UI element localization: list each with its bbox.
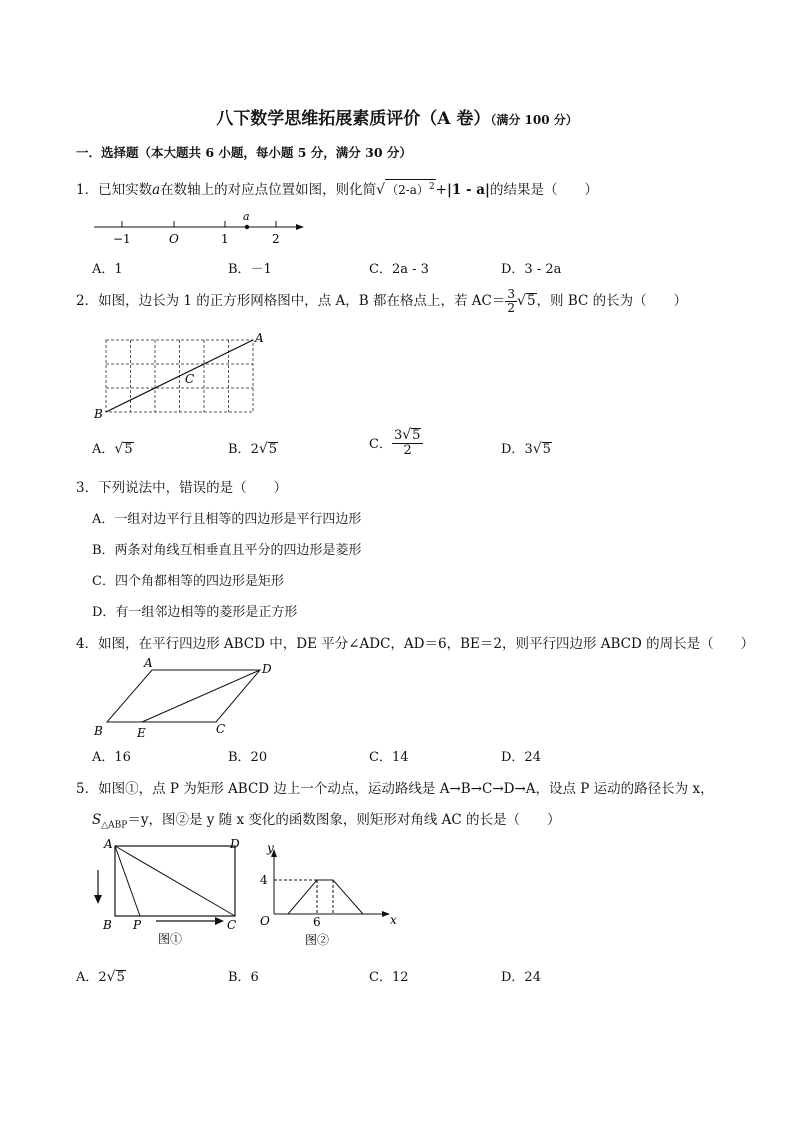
question-4-stem: 4．如图，在平行四边形 ABCD 中，DE 平分∠ADC，AD＝6，BE＝2，则平行四边形 ABCD 的周长是（ ） [76,636,755,652]
q1-option-d[interactable]: D．3 - 2a [501,262,562,277]
q1-mid: 在数轴上的对应点位置如图，则化简 [160,182,377,198]
point-a-dot [245,225,249,229]
label-d: D [230,837,240,851]
q1-plus: + [435,182,447,198]
label-b: B [94,407,103,420]
q2-suffix: ，则 BC 的长为（ ） [536,293,688,309]
q4-option-b[interactable]: B．20 [228,750,268,765]
q3-option-a[interactable]: A．一组对边平行且相等的四边形是平行四边形 [92,512,362,527]
title-main: 八下数学思维拓展素质评价（A 卷） [216,109,491,129]
q5-option-b[interactable]: B．6 [228,970,259,985]
tick-label-one: 1 [221,232,229,246]
q2-fraction: $\frac{3}{2}$ [507,287,516,315]
diagonal-ac [115,846,235,916]
tick-label-neg1: −1 [113,232,131,246]
section-heading: 一．选择题（本大题共 6 小题，每小题 5 分，满分 30 分） [76,145,412,160]
x-tick-6: 6 [313,915,321,929]
tick-label-two: 2 [272,232,280,246]
q5-option-a[interactable]: A．2√5 [76,969,125,985]
title-score: （满分 100 分） [490,113,578,127]
parallelogram-abcd [107,670,260,722]
tick-label-origin: O [169,232,179,246]
question-5-line1: 5．如图①，点 P 为矩形 ABCD 边上一个动点，运动路线是 A→B→C→D→A，设点 P 运动的路径长为 x， [76,781,714,797]
question-2-stem [76,288,687,315]
parallelogram-figure [90,655,290,740]
grid-figure [92,330,272,420]
number-line-figure [90,206,310,248]
x-axis-arrow-icon [382,911,390,917]
radical-sign-icon: √ [106,969,116,985]
q4-option-a[interactable]: A．16 [92,750,131,765]
q2-option-d[interactable]: D．3√5 [501,441,551,457]
label-p: P [133,918,142,932]
caption-fig1: 图① [158,932,183,946]
q1-abs: |1 - a| [446,182,490,198]
q3-option-b[interactable]: B．两条对角线互相垂直且平分的四边形是菱形 [92,543,362,558]
radical-sign-icon: √ [258,441,268,457]
label-b: B [103,918,112,932]
q2-radicand: 5 [526,293,536,309]
label-b: B [94,724,103,738]
question-1-stem [76,178,598,198]
q3-option-c[interactable]: C．四个角都相等的四边形是矩形 [92,574,284,589]
y-label: y [267,841,274,855]
label-d: D [262,662,272,676]
radical-sign-icon: √ [532,441,542,457]
q1-var-a: a [152,182,161,198]
segment-ap [115,846,140,916]
q5-option-c[interactable]: C．12 [369,970,409,985]
radical-sign-icon: √ [402,427,412,443]
caption-fig2: 图② [305,933,330,947]
label-a: A [255,331,264,345]
q1-option-a[interactable]: A．1 [92,262,123,277]
function-line [288,880,363,914]
down-arrow-icon [94,895,102,904]
question-3-stem: 3．下列说法中，错误的是（ ） [76,480,288,496]
rectangle-figure-1 [90,833,250,951]
page-title [0,104,794,129]
question-5-line2: $S_{\triangle ABP}=y$，图②是 y 随 x 变化的函数图象，则矩形对角线 AC 的长是（ ） [92,812,561,831]
origin-label: O [260,914,270,928]
label-e: E [137,726,146,740]
label-c: C [185,372,195,386]
q1-suffix: 的结果是（ ） [489,182,598,198]
point-a-label: a [243,210,250,223]
q5-option-d[interactable]: D．24 [501,970,541,985]
label-a: A [104,837,113,851]
q4-option-c[interactable]: C．14 [369,750,409,765]
q1-option-b[interactable]: B．－1 [228,262,272,277]
radical-sign-icon: √ [376,182,386,198]
q3-option-d[interactable]: D．有一组邻边相等的菱形是正方形 [92,605,298,620]
label-a: A [144,656,153,670]
q2-option-b[interactable]: B．2√5 [228,441,278,457]
q2-option-c[interactable]: C． $\frac{3√5}{2}$ [369,428,423,457]
q1-radicand: $(2-a)^2$ [385,179,436,197]
segment-de [142,670,260,722]
function-graph-figure-2 [255,840,405,952]
radical-sign-icon: √ [114,441,124,457]
q2-option-a[interactable]: A．√5 [92,441,133,457]
radical-sign-icon: √ [517,293,526,309]
label-c: C [216,722,226,736]
y-tick-4: 4 [260,873,268,887]
q2-prefix: 2．如图，边长为 1 的正方形网格图中，点 A，B 都在格点上，若 AC＝ [76,293,506,309]
x-label: x [390,913,397,927]
q4-option-d[interactable]: D．24 [501,750,541,765]
q1-option-c[interactable]: C．2a - 3 [369,262,429,277]
label-c: C [227,918,237,932]
number-line-arrow-icon [296,224,304,230]
right-arrow-icon [215,917,224,925]
q1-prefix: 1．已知实数 [76,182,153,198]
